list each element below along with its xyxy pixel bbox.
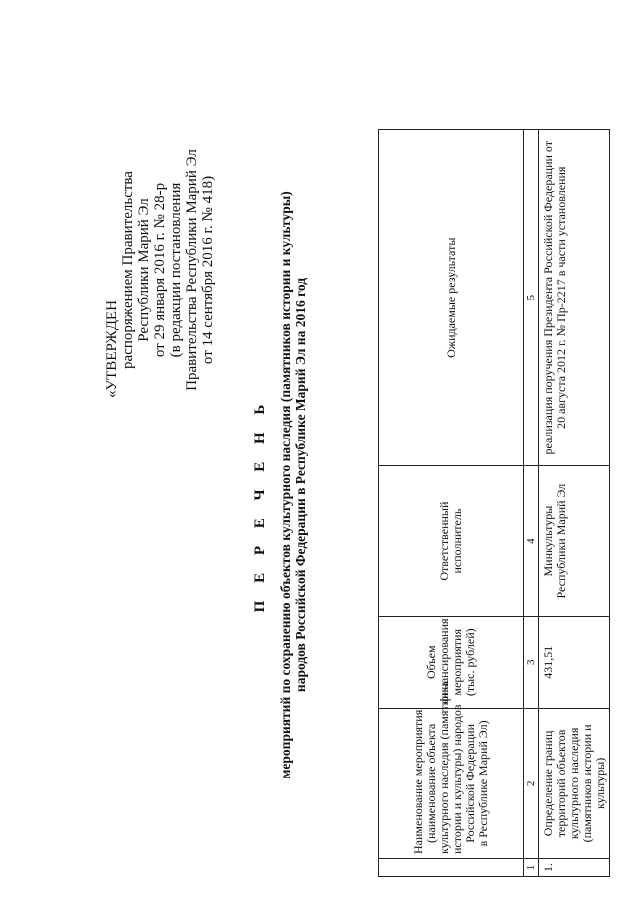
header-line: Объем bbox=[424, 645, 438, 680]
approval-line: Правительства Республики Марий Эл bbox=[184, 149, 200, 391]
activities-table bbox=[378, 129, 610, 877]
document-subtitle bbox=[278, 165, 308, 805]
executor-line: Республики Марий Эл bbox=[554, 483, 568, 599]
row-amount: 431,51 bbox=[539, 616, 610, 708]
header-line: Наименование мероприятия bbox=[411, 709, 425, 854]
header-cell-executor bbox=[379, 466, 524, 616]
document-title: П Е Р Е Ч Е Н Ь bbox=[252, 397, 268, 613]
row-number: 1. bbox=[539, 858, 610, 876]
column-number: 1 bbox=[524, 858, 539, 876]
column-number: 2 bbox=[524, 708, 539, 858]
header-line: культурного наследия (памятника bbox=[437, 681, 451, 854]
approval-line: распоряжением Правительства bbox=[120, 171, 136, 369]
table-header-row bbox=[379, 130, 524, 877]
row-result: реализация поручения Президента Российской Федерации от 20 августа 2012 г. № Пр-2217 в части установления bbox=[539, 130, 610, 467]
approval-line: (в редакции постановления bbox=[168, 182, 184, 358]
header-line: Ответственный bbox=[437, 501, 451, 581]
header-cell-name bbox=[379, 681, 524, 858]
row-executor bbox=[539, 466, 610, 616]
header-cell-amount bbox=[379, 616, 524, 708]
approval-line: от 29 января 2016 г. № 28-р bbox=[152, 182, 168, 358]
header-line: Российской Федерации bbox=[463, 723, 477, 843]
executor-line: Минкультуры bbox=[541, 505, 555, 577]
header-line: (наименование объекта bbox=[424, 723, 438, 844]
approval-line: «УТВЕРЖДЕН bbox=[104, 300, 120, 398]
subtitle-line: народов Российской Федерации в Республике Марий Эл на 2016 год bbox=[293, 277, 308, 693]
approval-line: от 14 сентября 2016 г. № 418) bbox=[200, 175, 216, 365]
header-line: (тыс. рублей) bbox=[463, 628, 477, 697]
header-line: финансирования bbox=[437, 618, 451, 704]
column-number-row bbox=[524, 130, 539, 877]
column-number: 5 bbox=[524, 130, 539, 467]
table-row bbox=[539, 130, 610, 877]
header-line: истории и культуры) народов bbox=[450, 704, 464, 854]
header-line: Ожидаемые результаты bbox=[443, 237, 458, 358]
subtitle-line: мероприятий по сохранению объектов культурного наследия (памятников истории и культуры) bbox=[278, 191, 293, 779]
header-line: исполнитель bbox=[450, 508, 464, 574]
header-cell-number bbox=[379, 858, 524, 876]
header-line: мероприятия bbox=[450, 629, 464, 696]
header-cell-results bbox=[379, 130, 524, 467]
approval-line: Республики Марий Эл bbox=[136, 198, 152, 342]
column-number: 4 bbox=[524, 466, 539, 616]
column-number: 3 bbox=[524, 616, 539, 708]
row-name: Определение границ территорий объектов культурного наследия (памятников истории и культуры) bbox=[539, 708, 610, 858]
header-line: в Республике Марий Эл) bbox=[476, 720, 490, 847]
approval-stamp bbox=[104, 80, 216, 460]
